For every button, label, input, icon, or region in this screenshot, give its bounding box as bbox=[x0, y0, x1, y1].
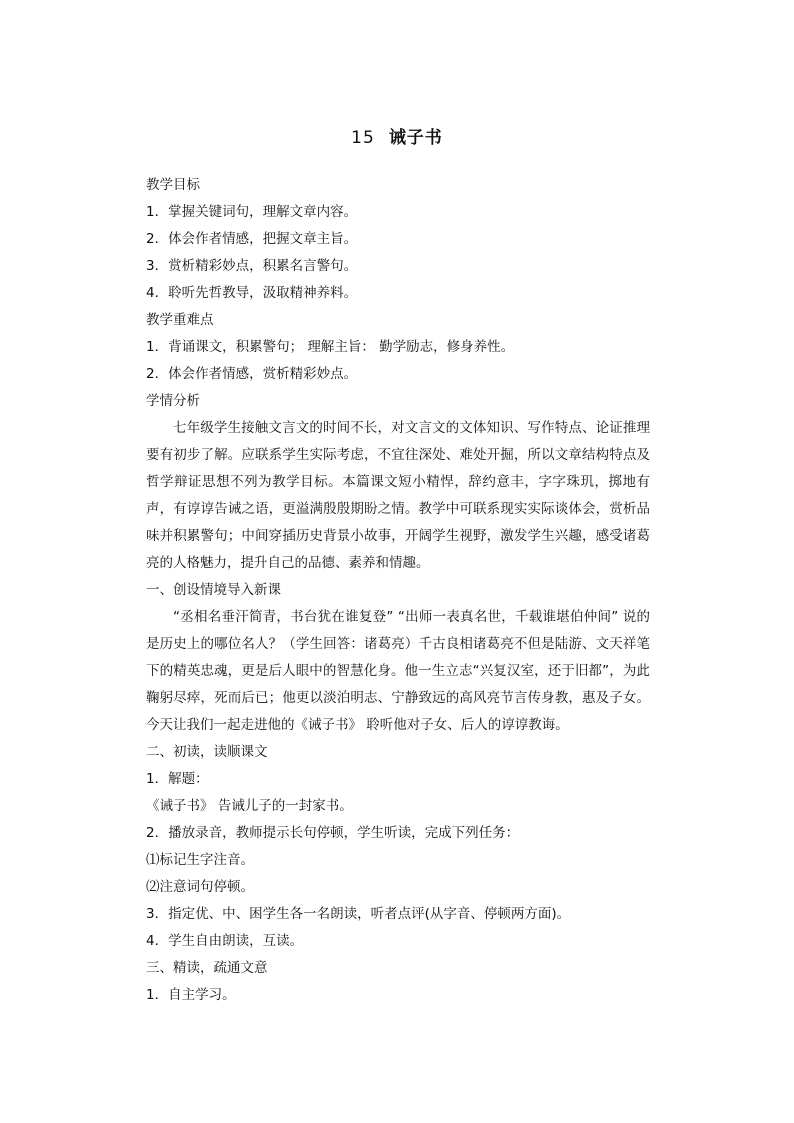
step-2-2-b: ⑵注意词句停顿。 bbox=[146, 879, 254, 895]
document-body bbox=[146, 172, 650, 1009]
step-2-4: 4．学生自由朗读，互读。 bbox=[146, 933, 304, 949]
lesson-number: 15 bbox=[351, 128, 375, 148]
intro-paragraph: “丞相名垂汗简青，书台犹在谁复登” “出师一表真名世，千载谁堪伯仲间” 说的是历史上的哪位名人？（学生回答：诸葛亮）千古良相诸葛亮不但是陆游、文天祥笔下的精英忠魂，更是后人眼中的智慧化身。他一生立志“兴复汉室，还于旧都”，为此鞠躬尽瘁，死而后已；他更以淡泊明志、宁静致远的高风亮节言传身教，惠及子女。今天让我们一起走进他的《诫子书》 聆听他对子女、后人的谆谆教诲。 bbox=[146, 609, 650, 733]
section-heading-analysis: 学情分析 bbox=[146, 393, 200, 409]
key-point-1: 1．背诵课文，积累警句； 理解主旨： 勤学励志，修身养性。 bbox=[146, 339, 515, 355]
step-2-3: 3．指定优、中、困学生各一名朗读，听者点评(从字音、停顿两方面)。 bbox=[146, 906, 571, 922]
step-3-1: 1．自主学习。 bbox=[146, 987, 236, 1003]
analysis-paragraph: 七年级学生接触文言文的时间不长，对文言文的文体知识、写作特点、论证推理要有初步了解。应联系学生实际考虑，不宜往深处、难处开掘，所以文章结构特点及哲学辩证思想不列为教学目标。本篇课文短小精悍，辞约意丰，字字珠玑，掷地有声，有谆谆告诫之语，更溢满殷殷期盼之情。教学中可联系现实实际谈体会，赏析品味并积累警句；中间穿插历史背景小故事，开阔学生视野，激发学生兴趣，感受诸葛亮的人格魅力，提升自己的品德、素养和情趣。 bbox=[146, 420, 650, 571]
section-heading-1: 一、创设情境导入新课 bbox=[146, 582, 281, 598]
key-point-2: 2．体会作者情感，赏析精彩妙点。 bbox=[146, 366, 358, 382]
section-heading-2: 二、初读，读顺课文 bbox=[146, 744, 268, 760]
lesson-title: 诫子书 bbox=[388, 128, 443, 148]
step-2-1: 1．解题： bbox=[146, 771, 209, 787]
section-heading-key-points: 教学重难点 bbox=[146, 312, 214, 328]
step-2-1-text: 《诫子书》 告诫儿子的一封家书。 bbox=[146, 798, 353, 814]
goal-item-3: 3．赏析精彩妙点，积累名言警句。 bbox=[146, 258, 358, 274]
document-title bbox=[0, 123, 794, 148]
section-heading-goals: 教学目标 bbox=[146, 177, 200, 193]
section-heading-3: 三、精读，疏通文意 bbox=[146, 960, 268, 976]
step-2-2-a: ⑴标记生字注音。 bbox=[146, 852, 254, 868]
goal-item-1: 1．掌握关键词句，理解文章内容。 bbox=[146, 204, 358, 220]
goal-item-2: 2．体会作者情感，把握文章主旨。 bbox=[146, 231, 358, 247]
goal-item-4: 4．聆听先哲教导，汲取精神养料。 bbox=[146, 285, 358, 301]
step-2-2: 2．播放录音，教师提示长句停顿，学生听读，完成下列任务： bbox=[146, 825, 520, 841]
